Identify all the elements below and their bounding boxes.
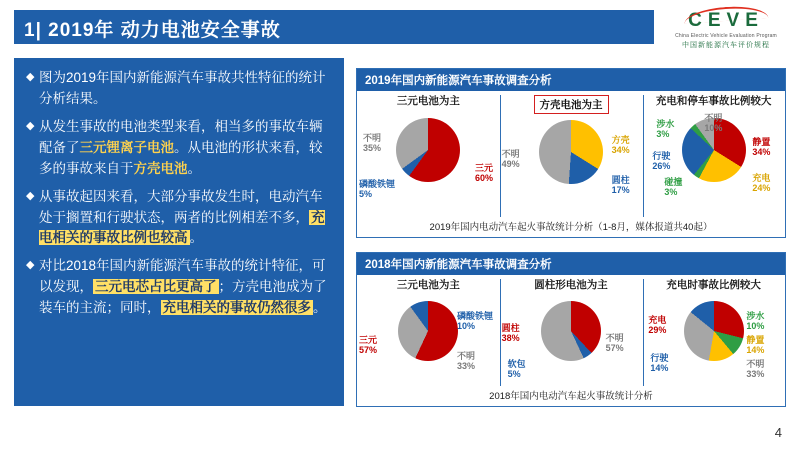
panel-caption: 充电时事故比例较大 (666, 279, 761, 291)
slice-label: 三元 57% (359, 335, 378, 356)
slice-label: 圆柱 17% (611, 175, 630, 196)
logo-subtitle: China Electric Vehicle Evaluation Program (675, 33, 777, 39)
chart-panel-accident-scene-2018 (642, 275, 785, 387)
slice-label: 磷酸铁锂 5% (359, 179, 396, 200)
slice-label: 三元 60% (475, 163, 494, 184)
slice-label: 行驶 26% (652, 151, 671, 172)
diamond-bullet-icon: ◆ (26, 71, 35, 83)
slice-label: 不明 33% (746, 359, 765, 380)
pie-chart (684, 301, 744, 361)
chart-box-2018-footer: 2018年国内电动汽车起火事故统计分析 (489, 391, 653, 402)
slice-label: 不明 49% (501, 149, 520, 170)
slice-label: 圆柱 38% (501, 323, 520, 344)
slice-label: 方壳 34% (611, 135, 630, 156)
summary-panel (14, 58, 344, 406)
slice-label: 涉水 10% (746, 311, 765, 332)
slice-label: 碰撞 3% (664, 177, 683, 198)
chart-box-2018 (356, 252, 786, 407)
slice-label: 涉水 3% (656, 119, 675, 140)
slice-label: 静置 14% (746, 335, 765, 356)
slice-label: 不明 33% (457, 351, 476, 372)
diamond-bullet-icon: ◆ (26, 189, 35, 202)
list-item (26, 187, 332, 250)
slice-label: 不明 10% (704, 113, 723, 134)
chart-panel-battery-shape-2018 (500, 275, 643, 387)
slice-label: 充电 29% (648, 315, 667, 336)
chart-panels-2019 (357, 91, 785, 211)
panel-caption: 三元电池为主 (396, 95, 460, 107)
chart-panel-battery-type-2019 (357, 91, 500, 211)
slice-label: 充电 24% (752, 173, 771, 194)
chart-box-2019-footer: 2019年国内电动汽车起火事故统计分析（1-8月，媒体报道共40起） (429, 222, 713, 233)
page-header (0, 10, 800, 49)
chart-box-2018-title: 2018年国内新能源汽车事故调查分析 (357, 253, 785, 275)
bullet-text: 从发生事故的电池类型来看，相当多的事故车辆配备了三元锂离子电池。从电池的形状来看，较多的事故来自于方壳电池。 (39, 118, 323, 176)
ceve-logo (666, 10, 786, 50)
logo-letters: CEVE (688, 10, 764, 31)
bullet-text: 图为2019年国内新能源汽车事故共性特征的统计分析结果。 (39, 70, 326, 106)
list-item (26, 68, 332, 110)
chart-box-2019 (356, 68, 786, 238)
slice-label: 磷酸铁锂 10% (457, 311, 494, 332)
chart-box-2019-title: 2019年国内新能源汽车事故调查分析 (357, 69, 785, 91)
slice-label: 行驶 14% (650, 353, 669, 374)
panel-caption: 圆柱形电池为主 (534, 279, 608, 291)
panel-caption: 三元电池为主 (396, 279, 460, 291)
slice-label: 不明 35% (363, 133, 382, 154)
chart-panel-battery-shape-2019 (500, 91, 643, 211)
slice-label: 静置 34% (752, 137, 771, 158)
pie-chart (541, 301, 601, 361)
panel-caption: 充电和停车事故比例较大 (655, 95, 772, 107)
list-item (26, 117, 332, 180)
chart-panels-2018 (357, 275, 785, 387)
page-title: 1| 2019年 动力电池安全事故 (24, 20, 281, 41)
bullet-text: 对比2018年国内新能源汽车事故的统计特征，可以发现， 三元电芯占比更高了 ；方壳电池成为了装车的主流；同时， 充电相关的事故仍然很多 。 (39, 258, 327, 316)
chart-panel-battery-type-2018 (357, 275, 500, 387)
chart-panel-accident-scene-2019 (642, 91, 785, 211)
list-item (26, 256, 332, 319)
page-number: 4 (774, 425, 782, 440)
panel-caption: 方壳电池为主 (534, 95, 609, 114)
diamond-bullet-icon: ◆ (26, 259, 35, 272)
pie-chart (539, 120, 603, 184)
slice-label: 软包 5% (507, 359, 526, 380)
bullet-text: 从事故起因来看，大部分事故发生时，电动汽车处于搁置和行驶状态，两者的比例相差不多， 充电相关的事故比例也较高 。 (39, 188, 325, 246)
slice-label: 不明 57% (605, 333, 624, 354)
pie-chart (398, 301, 458, 361)
logo-chinese-name: 中国新能源汽车评价规程 (682, 42, 770, 49)
pie-chart (396, 118, 460, 182)
diamond-bullet-icon: ◆ (26, 119, 35, 132)
